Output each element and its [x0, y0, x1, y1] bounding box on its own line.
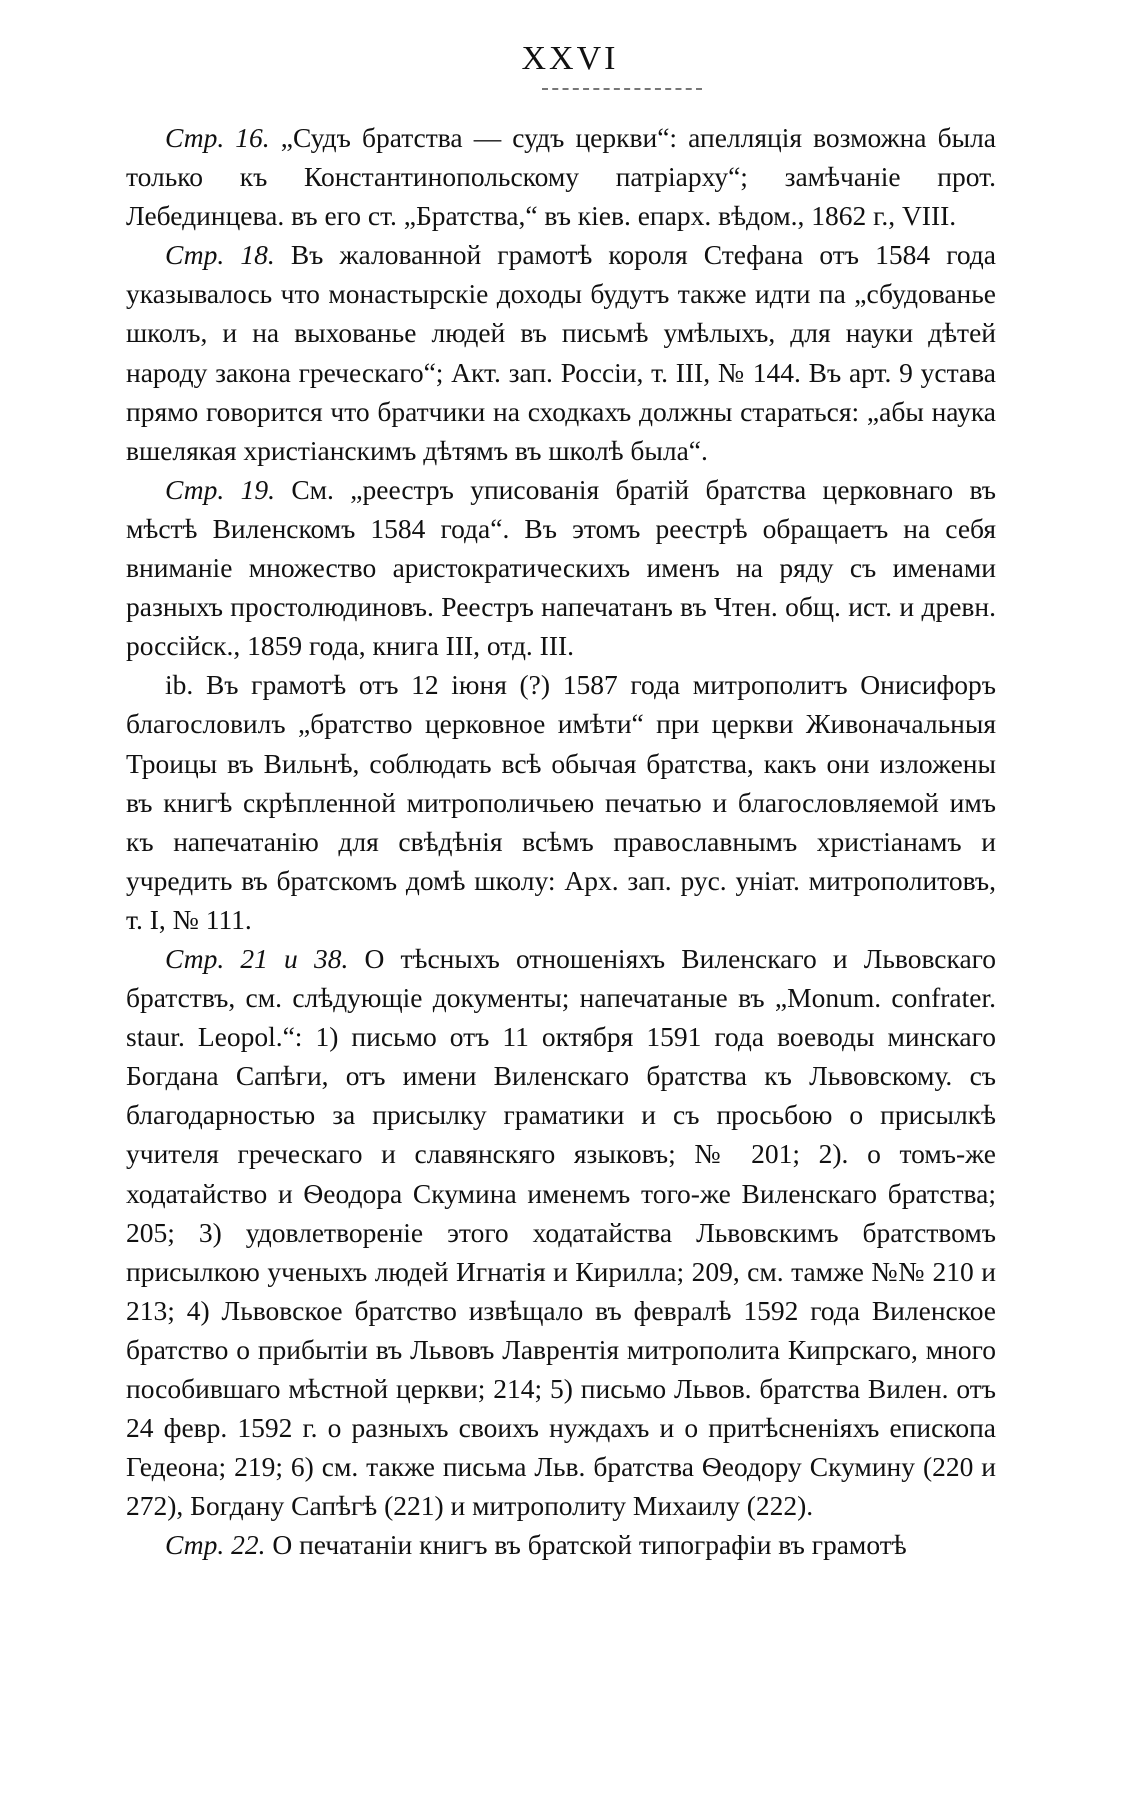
- paragraph-text: Въ жалованной грамотѣ короля Стефана отъ 1584 года указывалось что монастырскіе доходы будутъ также идти па „сбудованье школъ, и на выхованье людей въ письмѣ умѣлыхъ, для науки дѣтей народу закона греческаго“; Акт. зап. Россіи, т. III, № 144. Въ арт. 9 устава прямо говорится что братчики на сходкахъ должны стараться: „абы наука вшелякая христіанскимъ дѣтямъ въ школѣ была“.: [126, 239, 996, 466]
- paragraph-text: О тѣсныхъ отношеніяхъ Виленскаго и Львовскаго братствъ, см. слѣдующіе документы; напечатаные въ „Monum. confrater. staur. Leopol.“: 1) письмо отъ 11 октября 1591 года воеводы минскаго Богдана Сапѣги, отъ имени Виленскаго братства къ Львовскому. съ благодарностью за присылку граматики и съ просьбою о присылкѣ учителя греческаго и славянскяго языковъ; № 201; 2). о томъ-же ходатайство и Ѳеодора Скумина именемъ того-же Виленскаго братства; 205; 3) удовлетвореніе этого ходатайства Львовскимъ братствомъ присылкою ученыхъ людей Игнатія и Кирилла; 209, см. тамже №№ 210 и 213; 4) Львовское братство извѣщало въ февралѣ 1592 года Виленское братство о прибытіи въ Львовъ Лаврентія митрополита Кипрскаго, много пособившаго мѣстной церкви; 214; 5) письмо Львов. братства Вилен. отъ 24 февр. 1592 г. о разныхъ своихъ нуждахъ и о притѣсненіяхъ епископа Гедеона; 219; 6) см. также письма Льв. братства Ѳеодору Скумину (220 и 272), Богдану Сапѣгѣ (221) и митрополиту Михаилу (222).: [126, 942, 997, 1522]
- body-text: [126, 118, 996, 1564]
- paragraph-text: См. „реестръ уписованія братій братства церковнаго въ мѣстѣ Виленскомъ 1584 года“. Въ этомъ реестрѣ обращаетъ на себя вниманіе множество аристократическихъ именъ на ряду съ именами разныхъ простолюдиновъ. Реестръ напечатанъ въ Чтен. общ. ист. и древн. россійск., 1859 года, книга III, отд. III.: [126, 473, 997, 662]
- page-reference: Стр. 21 и 38.: [165, 942, 349, 974]
- paragraph-str-21-38: [126, 939, 996, 1525]
- page-reference: Стр. 19.: [165, 473, 275, 505]
- paragraph-text: „Судъ братства — судъ церкви“: апелляція возможна была только къ Константинопольскому патріарху“; замѣчаніе прот. Лебединцева. въ его ст. „Братства,“ въ кіев. епарх. вѣдом., 1862 г., VIII.: [126, 122, 996, 232]
- paragraph-text: ib. Въ грамотѣ отъ 12 іюня (?) 1587 года митрополитъ Онисифоръ благословилъ „братство церковное имѣти“ при церкви Живоначальныя Троицы въ Вильнѣ, соблюдать всѣ обычая братства, какъ они изложены въ книгѣ скрѣпленной митрополичьею печатью и благословляемой имъ къ напечатанію для свѣдѣнія всѣмъ православнымъ христіанамъ и учредить въ братскомъ домѣ школу: Арх. зап. рус. уніат. митрополитовъ, т. I, № 111.: [126, 669, 996, 935]
- page-reference: Стр. 18.: [165, 239, 275, 271]
- paragraph-str-19: [126, 470, 996, 665]
- paragraph-str-18: [126, 235, 996, 470]
- paragraph-text: О печатаніи книгъ въ братской типографіи въ грамотѣ: [272, 1529, 907, 1561]
- paragraph-ib: [126, 665, 996, 939]
- page-number: XXVI: [521, 40, 619, 77]
- paragraph-str-22: [126, 1525, 996, 1564]
- paragraph-str-16: [126, 118, 996, 235]
- page-reference: Стр. 22.: [165, 1529, 266, 1561]
- header-rule: [542, 88, 702, 90]
- page-reference: Стр. 16.: [165, 122, 270, 153]
